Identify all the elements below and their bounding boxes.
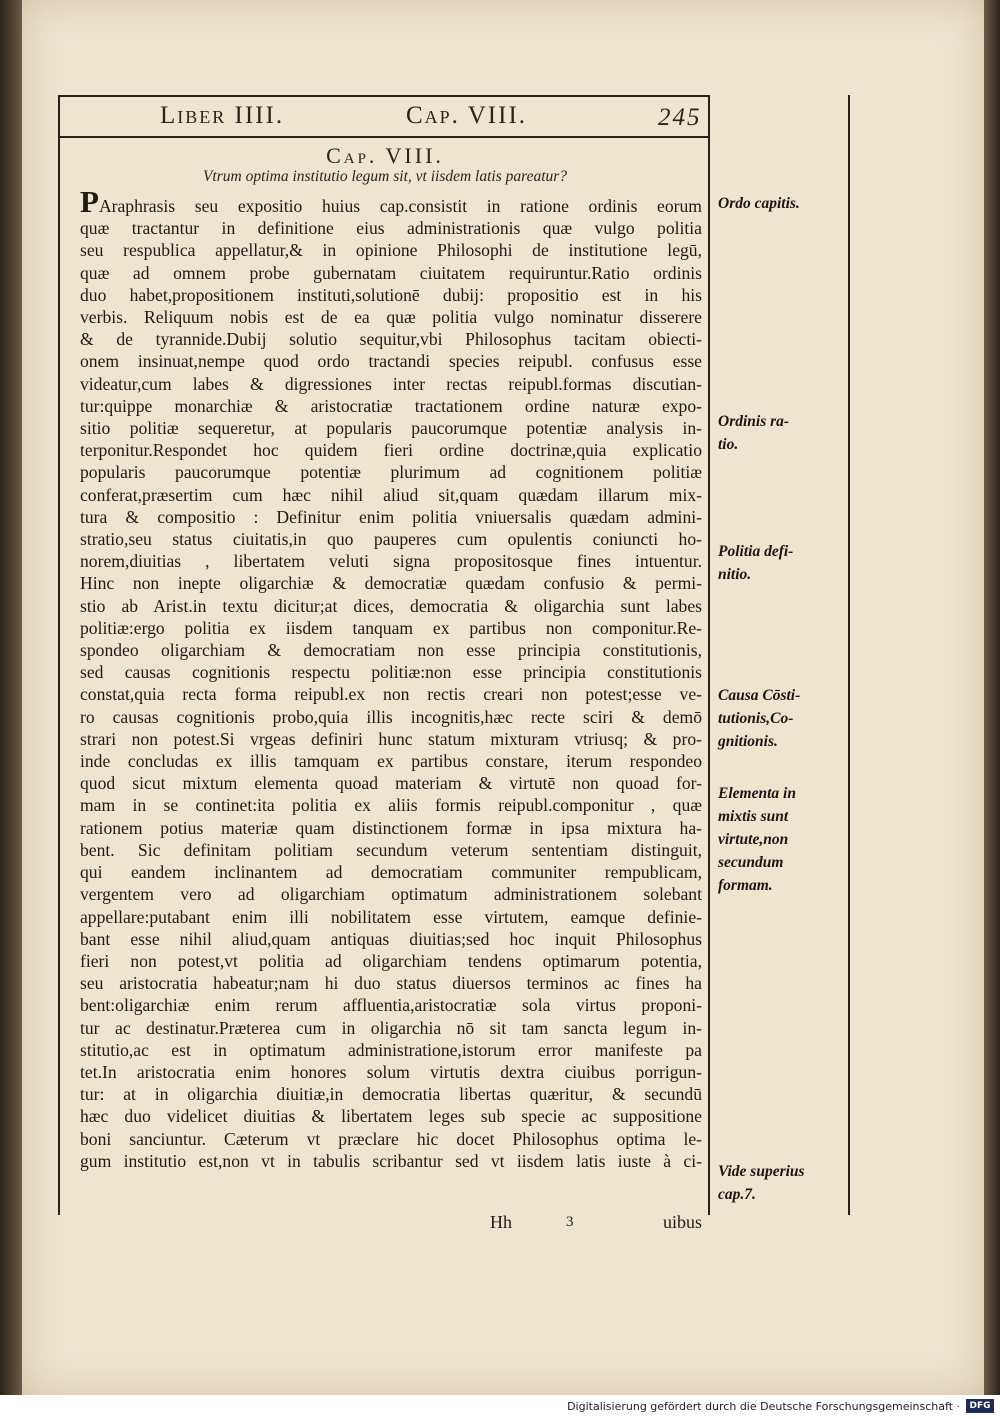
marginal-note-line: virtute,non bbox=[718, 831, 789, 848]
body-line: fieri non potest,vt politia ad oligarchiam tendens optimarum potentia, bbox=[80, 950, 702, 971]
body-line: appellare:putabant enim illi nobilitatem esse virtutem, eamque definie- bbox=[80, 906, 702, 927]
body-line: sed causas cognitionis respectu politiæ:non esse principia constitutionis bbox=[80, 662, 702, 683]
signature-number: 3 bbox=[566, 1214, 574, 1230]
running-header bbox=[60, 100, 710, 134]
body-line: verbis. Reliquum nobis est de ea quæ politia vulgo nominatur disserere bbox=[80, 307, 702, 328]
marginal-note-line: Ordinis ra- bbox=[718, 413, 790, 430]
body-line: sitio politiæ sequeretur, at popularis paucorumque potentiæ analysis in- bbox=[80, 418, 702, 439]
body-text bbox=[80, 192, 702, 1172]
body-line: tura & compositio : Definitur enim politia vniuersalis quædam admini- bbox=[80, 506, 702, 527]
marginal-note bbox=[718, 1160, 846, 1206]
body-line: conferat,præsertim cum hæc nihil aliud sit,quam quædam illarum mix- bbox=[80, 484, 702, 505]
top-rule bbox=[58, 95, 710, 97]
body-line: bant esse nihil aliud,quam antiquas diuitias;sed hoc inquit Philosophus bbox=[80, 928, 702, 949]
body-line: quæ ad omnem probe gubernatam ciuitatem requiruntur.Ratio ordinis bbox=[80, 262, 702, 283]
body-line: boni sanciuntur. Cæterum vt præclare hic docet Philosophus optima le- bbox=[80, 1128, 702, 1149]
body-line: duo habet,propositionem instituti,solutionē dubij: propositio est in his bbox=[80, 284, 702, 305]
marginal-note-line: Politia defi- bbox=[718, 543, 794, 560]
marginal-note bbox=[718, 540, 846, 586]
body-line: seu respublica appellatur,& in opinione Philosophi de institutione legū, bbox=[80, 240, 702, 261]
marginal-note bbox=[718, 782, 846, 897]
left-frame-rule bbox=[58, 95, 60, 1215]
body-line: tur ac destinatur.Præterea cum in oligarchia nō sit tam sancta legum in- bbox=[80, 1017, 702, 1038]
body-line: bent:oligarchiæ enim rerum affluentia,aristocratiæ sola virtus proponi- bbox=[80, 995, 702, 1016]
marginal-note bbox=[718, 684, 846, 753]
body-line: quod sicut mixtum elementa quoad materiam & virtutē non quoad for- bbox=[80, 773, 702, 794]
body-line: stio ab Arist.in textu dicitur;at dices, democratia & oligarchia sunt labes bbox=[80, 595, 702, 616]
digitization-banner bbox=[0, 1395, 1000, 1419]
chapter-question: Vtrum optima institutio legum sit, vt iisdem latis pareatur? bbox=[202, 168, 568, 185]
body-line: rationem potius materiæ quam distinctionem formæ in ipsa mixtura ha- bbox=[80, 817, 702, 838]
body-line bbox=[80, 192, 702, 217]
header-liber: Liber IIII. bbox=[160, 102, 285, 129]
body-line: mam in se continet:ita politia ex aliis formis reipubl.componitur , quæ bbox=[80, 795, 702, 816]
body-line: qui eandem inclinantem ad democratiam communiter rempublicam, bbox=[80, 862, 702, 883]
body-line: inde concludas ex illis tamquam ex partibus constare, iterum respondeo bbox=[80, 751, 702, 772]
body-line: ro causas cognitionis probo,quia illis incognitis,hæc recte sciri & demō bbox=[80, 706, 702, 727]
body-line: seu aristocratia habeatur;nam hi duo status diuersos terminos ac fines ha bbox=[80, 973, 702, 994]
body-line: onem insinuat,nempe quod ordo tractandi species reipubl. confusus esse bbox=[80, 351, 702, 372]
marginal-note-line: Causa Cōsti- bbox=[718, 687, 801, 704]
marginal-note-line: secundum bbox=[718, 854, 784, 871]
marginal-note bbox=[718, 192, 846, 215]
body-line: & de tyrannide.Dubij solutio sequitur,vbi Philosophus tacitam obiecti- bbox=[80, 329, 702, 350]
body-line: constat,quia recta forma reipubl.ex non rectis creari non potest;esse ve- bbox=[80, 684, 702, 705]
page-footer bbox=[80, 1212, 702, 1238]
body-line-text: Araphrasis seu expositio huius cap.consistit in ratione ordinis eorum bbox=[98, 196, 702, 216]
body-line: popularis paucorumque potentiæ plurimum ad cognitionem politiæ bbox=[80, 462, 702, 483]
body-line: Hinc non inepte oligarchiæ & democratiæ quædam confusio & permi- bbox=[80, 573, 702, 594]
body-line: tur:quippe monarchiæ & aristocratiæ tractationem ordine naturæ expo- bbox=[80, 395, 702, 416]
signature-mark: Hh bbox=[490, 1212, 512, 1232]
header-chapter: Cap. VIII. bbox=[406, 102, 528, 129]
body-line: stratio,seu status ciuitatis,in quo pauperes cum opulentis coniuncti ho- bbox=[80, 529, 702, 550]
marginal-note-line: mixtis sunt bbox=[718, 808, 789, 825]
right-margin-rule bbox=[848, 95, 850, 1215]
body-line: videatur,cum labes & digressiones inter rectas reipubl.formas discutian- bbox=[80, 373, 702, 394]
body-line: bent. Sic definitam politiam secundum veterum sententiam distinguit, bbox=[80, 839, 702, 860]
chapter-title: Cap. VIII. bbox=[326, 143, 444, 168]
body-line: tet.In aristocratia enim honores solum virtutis dextra ciuibus porrigun- bbox=[80, 1061, 702, 1082]
marginal-note-line: Elementa in bbox=[718, 785, 796, 802]
header-rule bbox=[58, 136, 710, 138]
body-line: gum institutio est,non vt in tabulis scribantur sed vt iisdem latis iuste à ci- bbox=[80, 1150, 702, 1171]
marginal-note-line: tio. bbox=[718, 436, 739, 453]
body-line: vergentem vero ad oligarchiam optimatum administrationem solebant bbox=[80, 884, 702, 905]
catchword: uibus bbox=[662, 1212, 702, 1232]
marginal-note-line: gnitionis. bbox=[718, 733, 778, 750]
marginal-note bbox=[718, 410, 846, 456]
dfg-logo-icon: DFG bbox=[966, 1399, 994, 1413]
body-line: strari non potest.Si vrgeas definiri hunc statum mixturam vtriusq; & pro- bbox=[80, 728, 702, 749]
marginal-note-line: cap.7. bbox=[718, 1186, 756, 1203]
page-number: 245 bbox=[658, 104, 702, 131]
body-line: spondeo oligarchiam & democratiam non esse principia constitutionis, bbox=[80, 640, 702, 661]
digitization-note: Digitalisierung gefördert durch die Deutsche Forschungsgemeinschaft · bbox=[567, 1400, 960, 1413]
column-divider-rule bbox=[708, 95, 710, 1215]
marginal-note-line: formam. bbox=[718, 877, 773, 894]
body-line: politiæ:ergo politia ex iisdem tanquam ex partibus non componitur.Re- bbox=[80, 617, 702, 638]
body-line: hæc duo videlicet diuitias & libertatem leges sub specie ac suppositione bbox=[80, 1106, 702, 1127]
book-edge-right bbox=[984, 0, 1000, 1395]
marginal-note-line: nitio. bbox=[718, 566, 752, 583]
marginal-note-line: tutionis,Co- bbox=[718, 710, 794, 727]
body-line: quæ tractantur in definitione eius administrationis quæ vulgo politia bbox=[80, 218, 702, 239]
drop-cap: P bbox=[80, 192, 99, 218]
body-line: terponitur.Respondet hoc quidem fieri ordine doctrinæ,quia explicatio bbox=[80, 440, 702, 461]
marginal-note-line: Vide superius bbox=[718, 1163, 805, 1180]
body-line: stitutio,ac est in optimatum administratione,istorum error manifeste pa bbox=[80, 1039, 702, 1060]
body-line: norem,diuitias , libertatem veluti signa propositosque fines intuentur. bbox=[80, 551, 702, 572]
body-line: tur: at in oligarchia diuitiæ,in democratia libertas quæritur, & secundū bbox=[80, 1084, 702, 1105]
book-edge-left bbox=[0, 0, 22, 1395]
marginal-note-line: Ordo capitis. bbox=[718, 195, 800, 212]
